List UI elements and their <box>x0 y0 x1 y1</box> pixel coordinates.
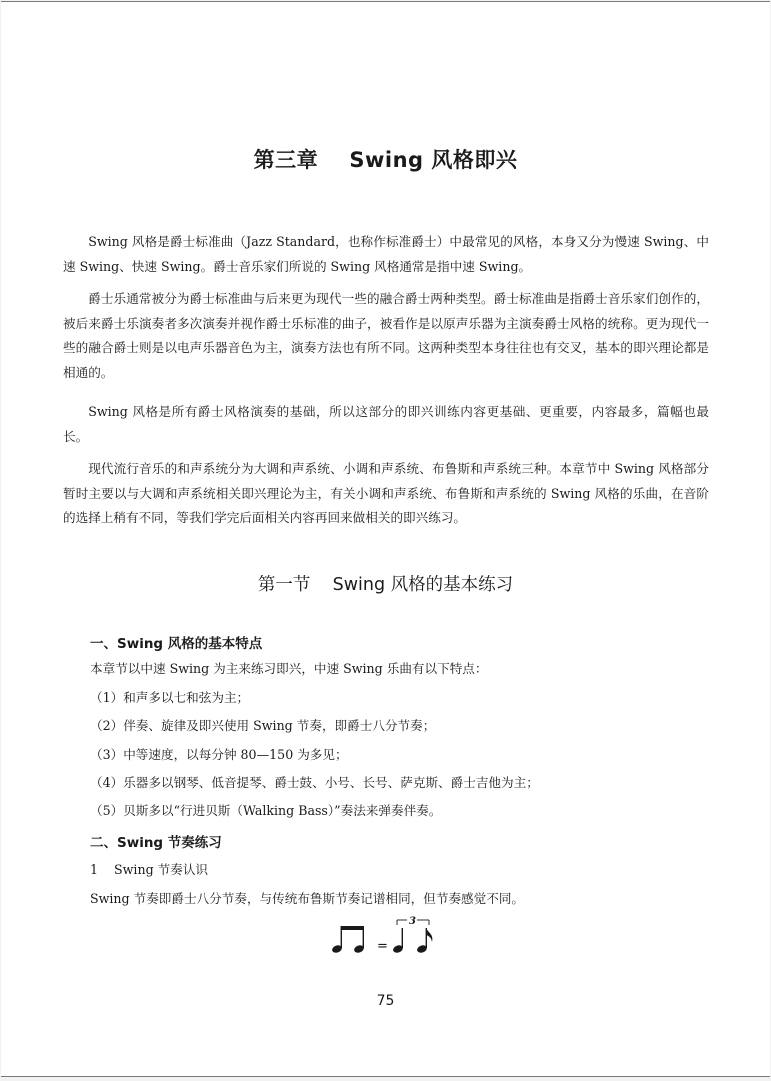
heading-swing-characteristics: 一、Swing 风格的基本特点 <box>90 636 263 652</box>
list-item-4: （4）乐器多以钢琴、低音提琴、爵士鼓、小号、长号、萨克斯、爵士吉他为主； <box>90 775 539 790</box>
list-item-1: （1）和声多以七和弦为主； <box>90 690 250 705</box>
list-item-3: （3）中等速度，以每分钟 80—150 为多见； <box>90 747 348 762</box>
intro-paragraph-4: 现代流行音乐的和声系统分为大调和声系统、小调和声系统、布鲁斯和声系统三种。本章节中 Swing 风格部分暂时主要以与大调和声系统相关即兴理论为主，有关小调和声系统、布鲁斯和声系统的 Swing 风格的乐曲，在音阶的选择上稍有不同，等我们学完后面相关内容再回来做相关的即兴练习。 <box>63 461 709 525</box>
intro-paragraph-1: Swing 风格是爵士标准曲（Jazz Standard，也称作标准爵士）中最常见的风格，本身又分为慢速 Swing、中速 Swing、快速 Swing。爵士音乐家们所说的 Swing 风格通常是指中速 Swing。 <box>63 234 709 274</box>
intro-paragraph-2: 爵士乐通常被分为爵士标准曲与后来更为现代一些的融合爵士两种类型。爵士标准曲是指爵士音乐家们创作的，被后来爵士乐演奏者多次演奏并视作爵士乐标准的曲子，被看作是以原声乐器为主演奏爵士风格的统称。更为现代一些的融合爵士则是以电声乐器音色为主，演奏方法也有所不同。这两种类型本身往往也有交叉，基本的即兴理论都是相通的。 <box>63 291 709 380</box>
intro-paragraph-3: Swing 风格是所有爵士风格演奏的基础，所以这部分的即兴训练内容更基础、更重要，内容最多，篇幅也最长。 <box>63 404 709 444</box>
book-page <box>1 1 770 1077</box>
list-item-5: （5）贝斯多以“行进贝斯（Walking Bass）”奏法来弹奏伴奏。 <box>90 803 442 818</box>
page-number: 75 <box>376 993 395 1009</box>
list-item-2: （2）伴奏、旋律及即兴使用 Swing 节奏，即爵士八分节奏； <box>90 718 436 733</box>
triplet-quarter-eighth-icon <box>392 916 432 954</box>
equals-sign: = <box>377 939 388 954</box>
rhythm-description: Swing 节奏即爵士八分节奏，与传统布鲁斯节奏记谱相同，但节奏感觉不同。 <box>90 891 525 906</box>
swing-rhythm-notation <box>331 915 441 959</box>
triplet-number: 3 <box>409 916 416 927</box>
subheading-rhythm-recognition: 1 Swing 节奏认识 <box>90 862 209 877</box>
characteristics-intro: 本章节以中速 Swing 为主来练习即兴，中速 Swing 乐曲有以下特点： <box>90 661 488 676</box>
beamed-eighth-notes-icon <box>331 926 365 954</box>
chapter-title: 第三章 Swing 风格即兴 <box>253 148 518 172</box>
heading-swing-rhythm: 二、Swing 节奏练习 <box>90 835 222 851</box>
section-title: 第一节 Swing 风格的基本练习 <box>257 575 514 595</box>
